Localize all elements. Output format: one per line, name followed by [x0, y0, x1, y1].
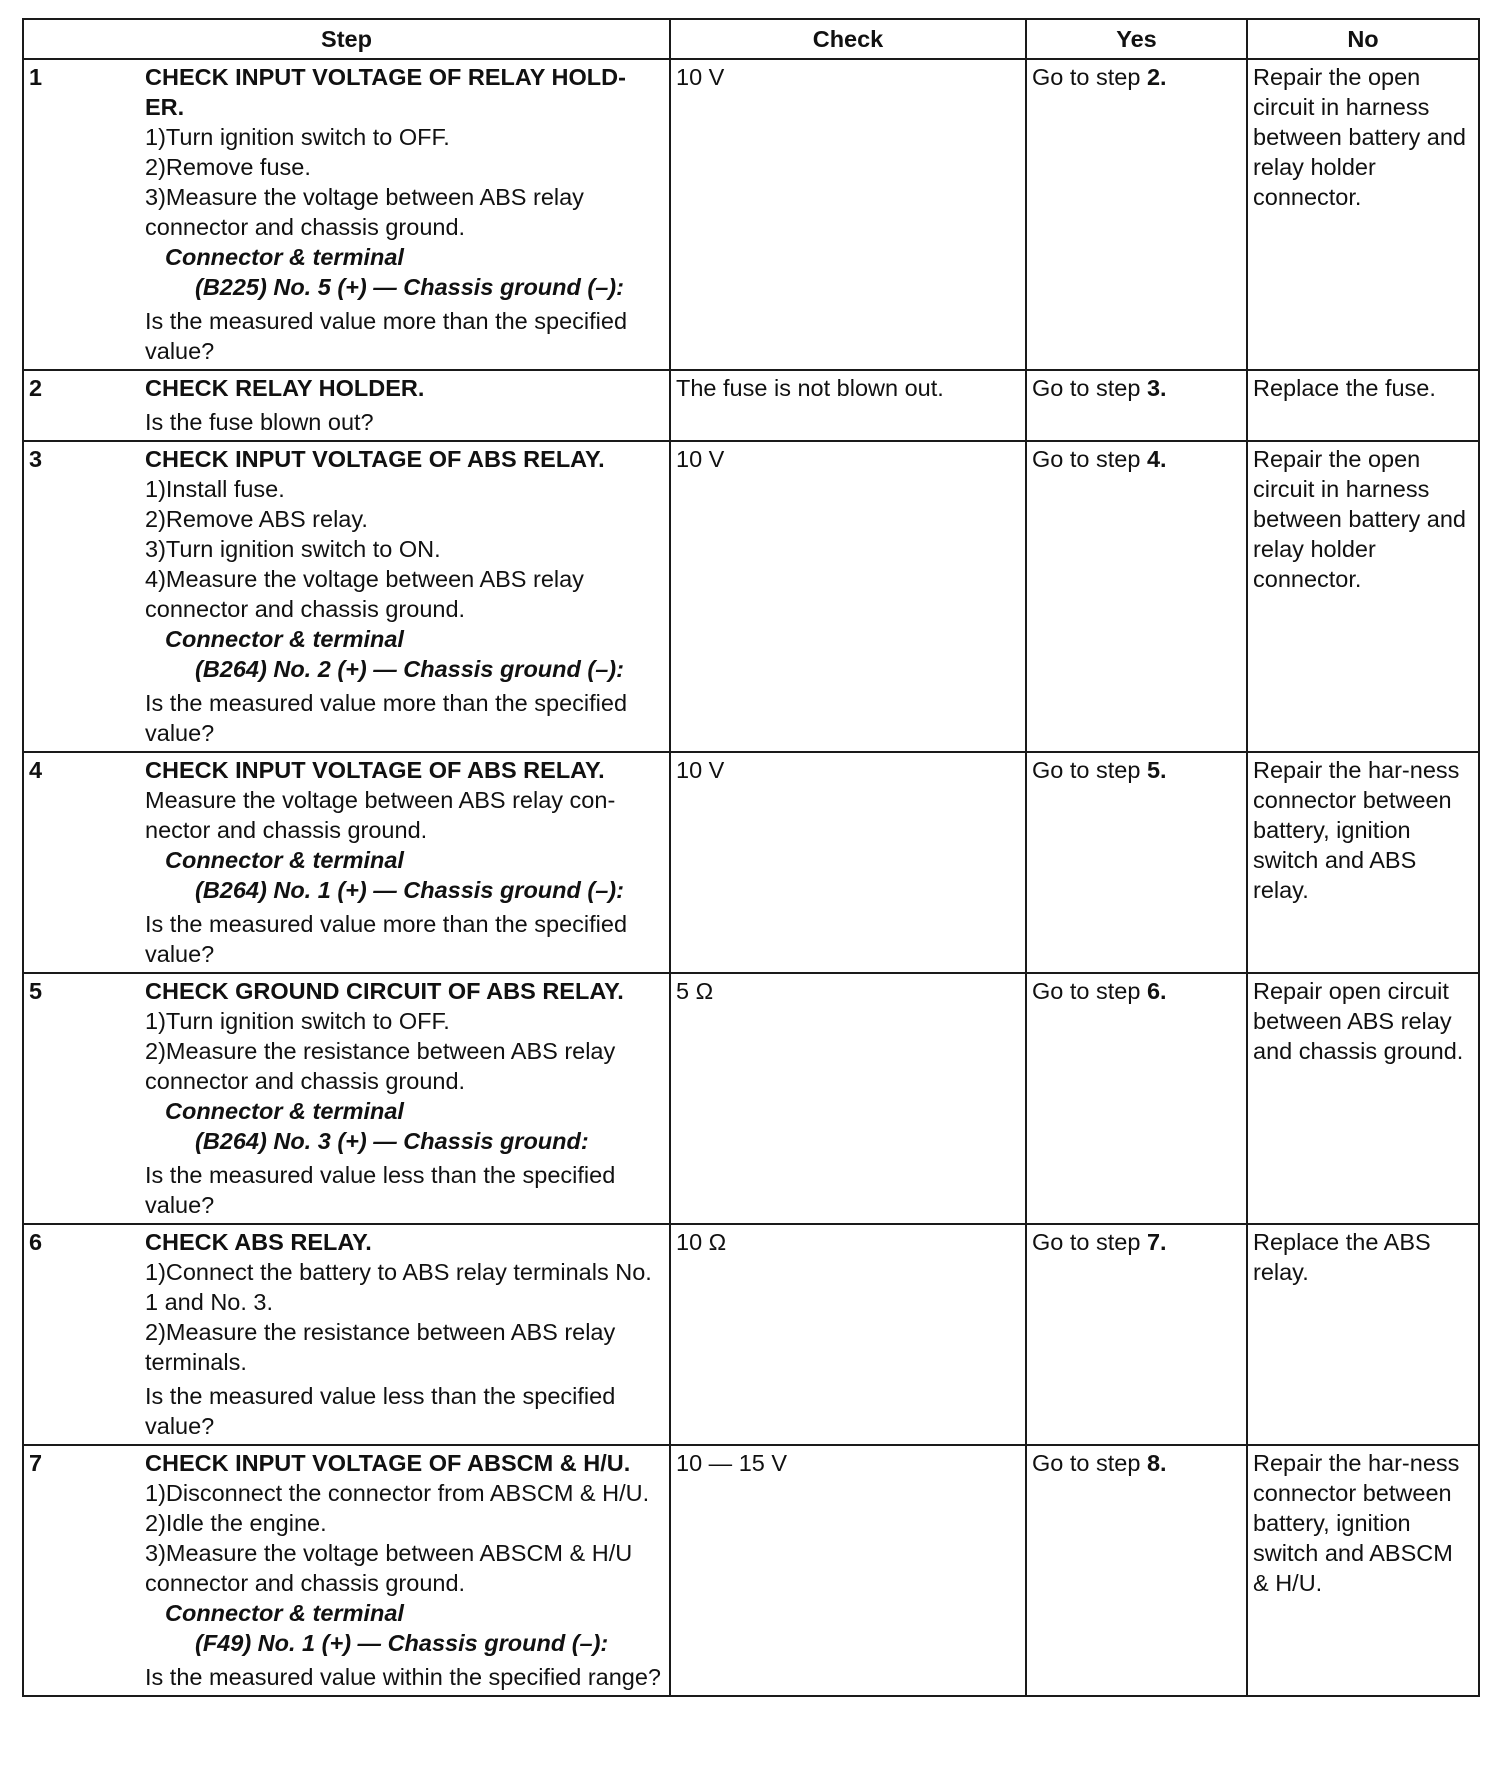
yes-cell — [1026, 752, 1247, 973]
instruction-line: 1)Connect the battery to ABS relay terminals No. 1 and No. 3. — [145, 1259, 652, 1315]
yes-prefix: Go to step — [1032, 978, 1147, 1004]
no-cell: Repair the har-ness connector between battery, ignition switch and ABS relay. — [1247, 752, 1479, 973]
connector-title: Connector & terminal — [165, 1600, 404, 1626]
check-cell: 10 — 15 V — [670, 1445, 1026, 1696]
diagnostic-page — [22, 18, 1478, 1697]
instruction-line: 1)Install fuse. — [145, 476, 285, 502]
step-cell — [23, 441, 670, 752]
instruction-line: 2)Measure the resistance between ABS relay terminals. — [145, 1319, 616, 1375]
connector-terminal: (B264) No. 3 (+) — Chassis ground: — [195, 1128, 589, 1154]
table-row — [23, 1445, 1479, 1696]
yes-step-number: 7. — [1146, 1229, 1167, 1255]
step-cell — [23, 752, 670, 973]
header-yes: Yes — [1026, 19, 1247, 59]
check-cell: 10 V — [670, 752, 1026, 973]
header-step: Step — [23, 19, 670, 59]
step-question: Is the measured value less than the specified value? — [145, 1383, 616, 1439]
step-number: 5 — [29, 978, 43, 1004]
yes-step-number: 4. — [1146, 446, 1167, 472]
instruction-line: 1)Disconnect the connector from ABSCM & H/U. — [145, 1480, 650, 1506]
step-cell — [23, 59, 670, 370]
yes-cell — [1026, 1224, 1247, 1445]
yes-step-number: 8. — [1146, 1450, 1167, 1476]
yes-step-number: 2. — [1146, 64, 1167, 90]
step-question: Is the measured value less than the specified value? — [145, 1162, 616, 1218]
connector-terminal: (B264) No. 1 (+) — Chassis ground (–): — [195, 877, 624, 903]
no-cell: Repair the har-ness connector between battery, ignition switch and ABSCM & H/U. — [1247, 1445, 1479, 1696]
step-title: CHECK GROUND CIRCUIT OF ABS RELAY. — [145, 978, 624, 1004]
step-question: Is the measured value more than the specified value? — [145, 308, 628, 364]
check-cell: 10 Ω — [670, 1224, 1026, 1445]
header-check: Check — [670, 19, 1026, 59]
yes-prefix: Go to step — [1032, 64, 1147, 90]
step-instructions — [145, 474, 664, 624]
step-cell — [23, 370, 670, 441]
step-instructions — [145, 1257, 664, 1377]
connector-title: Connector & terminal — [165, 626, 404, 652]
step-body — [145, 444, 664, 748]
no-cell: Replace the ABS relay. — [1247, 1224, 1479, 1445]
step-title: CHECK INPUT VOLTAGE OF RELAY HOLD-ER. — [145, 64, 626, 120]
yes-cell — [1026, 1445, 1247, 1696]
instruction-line: 3)Turn ignition switch to ON. — [145, 536, 441, 562]
step-instructions — [145, 122, 664, 242]
yes-cell — [1026, 441, 1247, 752]
connector-title: Connector & terminal — [165, 847, 404, 873]
table-row — [23, 1224, 1479, 1445]
step-number: 2 — [29, 375, 43, 401]
no-cell: Repair the open circuit in harness between battery and relay holder connector. — [1247, 441, 1479, 752]
check-cell: 5 Ω — [670, 973, 1026, 1224]
step-title: CHECK INPUT VOLTAGE OF ABSCM & H/U. — [145, 1450, 631, 1476]
yes-cell — [1026, 973, 1247, 1224]
instruction-line: 3)Measure the voltage between ABSCM & H/U connector and chassis ground. — [145, 1540, 633, 1596]
connector-terminal: (B225) No. 5 (+) — Chassis ground (–): — [195, 274, 624, 300]
step-number: 6 — [29, 1229, 43, 1255]
check-cell: 10 V — [670, 441, 1026, 752]
step-instructions — [145, 785, 664, 845]
check-cell: 10 V — [670, 59, 1026, 370]
step-question: Is the measured value more than the specified value? — [145, 690, 628, 746]
yes-prefix: Go to step — [1032, 1229, 1147, 1255]
instruction-line: 3)Measure the voltage between ABS relay connector and chassis ground. — [145, 184, 584, 240]
instruction-line: 4)Measure the voltage between ABS relay connector and chassis ground. — [145, 566, 584, 622]
no-cell: Replace the fuse. — [1247, 370, 1479, 441]
step-cell — [23, 1445, 670, 1696]
step-cell — [23, 973, 670, 1224]
table-row — [23, 370, 1479, 441]
step-number: 3 — [29, 446, 43, 472]
instruction-line: Measure the voltage between ABS relay con-nector and chassis ground. — [145, 787, 616, 843]
table-row — [23, 59, 1479, 370]
header-no: No — [1247, 19, 1479, 59]
yes-step-number: 6. — [1146, 978, 1167, 1004]
step-instructions — [145, 1006, 664, 1096]
yes-prefix: Go to step — [1032, 1450, 1147, 1476]
step-body — [145, 976, 664, 1220]
step-question: Is the measured value more than the specified value? — [145, 911, 628, 967]
instruction-line: 1)Turn ignition switch to OFF. — [145, 124, 450, 150]
step-cell — [23, 1224, 670, 1445]
instruction-line: 2)Idle the engine. — [145, 1510, 327, 1536]
yes-prefix: Go to step — [1032, 375, 1147, 401]
step-title: CHECK INPUT VOLTAGE OF ABS RELAY. — [145, 757, 605, 783]
diagnostic-table — [22, 18, 1480, 1697]
check-cell: The fuse is not blown out. — [670, 370, 1026, 441]
instruction-line: 2)Remove fuse. — [145, 154, 311, 180]
step-body — [145, 1227, 664, 1441]
instruction-line: 2)Measure the resistance between ABS relay connector and chassis ground. — [145, 1038, 616, 1094]
step-title: CHECK ABS RELAY. — [145, 1229, 372, 1255]
table-body — [23, 59, 1479, 1696]
step-question: Is the measured value within the specified range? — [145, 1664, 662, 1690]
yes-step-number: 3. — [1146, 375, 1167, 401]
table-header-row — [23, 19, 1479, 59]
step-title: CHECK INPUT VOLTAGE OF ABS RELAY. — [145, 446, 605, 472]
step-number: 4 — [29, 757, 43, 783]
yes-cell — [1026, 370, 1247, 441]
step-number: 1 — [29, 64, 43, 90]
step-body — [145, 755, 664, 969]
no-cell: Repair open circuit between ABS relay and chassis ground. — [1247, 973, 1479, 1224]
instruction-line: 2)Remove ABS relay. — [145, 506, 368, 532]
step-body — [145, 1448, 664, 1692]
table-row — [23, 441, 1479, 752]
no-cell: Repair the open circuit in harness between battery and relay holder connector. — [1247, 59, 1479, 370]
step-number: 7 — [29, 1450, 43, 1476]
step-body — [145, 373, 664, 437]
yes-prefix: Go to step — [1032, 757, 1147, 783]
connector-terminal: (F49) No. 1 (+) — Chassis ground (–): — [195, 1630, 609, 1656]
connector-terminal: (B264) No. 2 (+) — Chassis ground (–): — [195, 656, 624, 682]
table-row — [23, 752, 1479, 973]
step-instructions — [145, 1478, 664, 1598]
step-title: CHECK RELAY HOLDER. — [145, 375, 425, 401]
instruction-line: 1)Turn ignition switch to OFF. — [145, 1008, 450, 1034]
connector-title: Connector & terminal — [165, 1098, 404, 1124]
yes-step-number: 5. — [1146, 757, 1167, 783]
step-body — [145, 62, 664, 366]
yes-prefix: Go to step — [1032, 446, 1147, 472]
connector-title: Connector & terminal — [165, 244, 404, 270]
table-row — [23, 973, 1479, 1224]
step-question: Is the fuse blown out? — [145, 409, 374, 435]
yes-cell — [1026, 59, 1247, 370]
